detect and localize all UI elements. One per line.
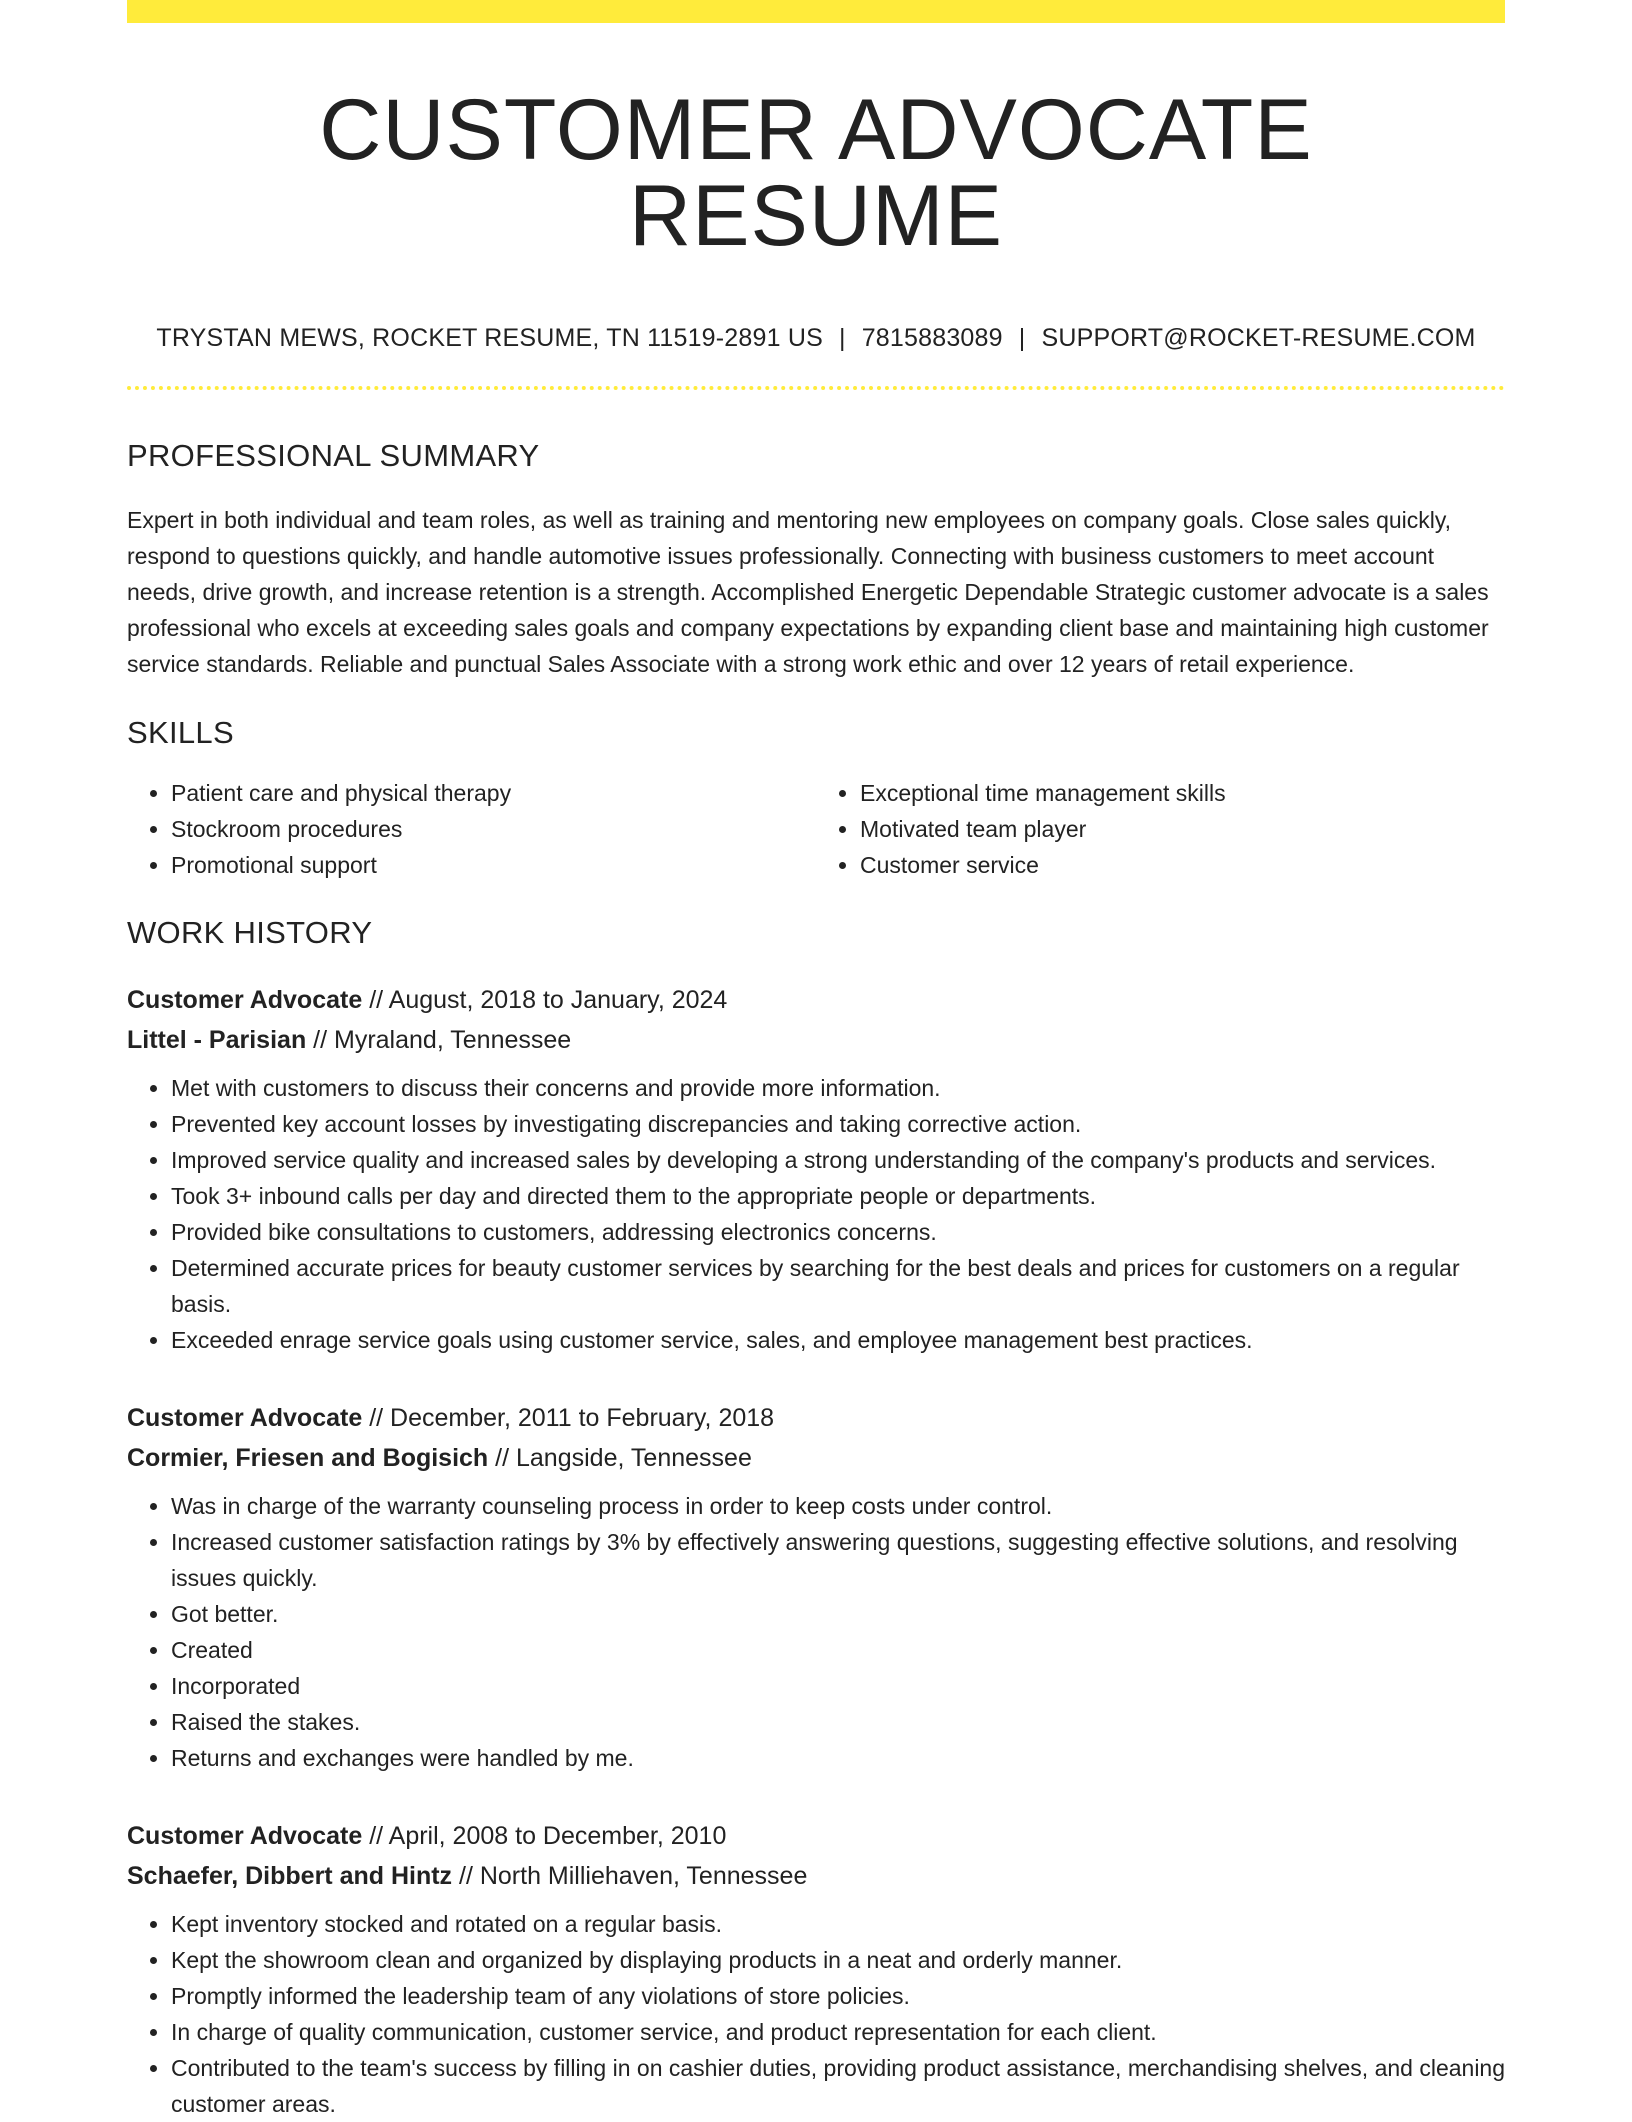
job-title: Customer Advocate: [127, 1821, 363, 1850]
contact-line: [127, 324, 1505, 353]
job-title-line: [127, 1398, 1505, 1438]
job-bullets: [127, 1906, 1505, 2122]
skill-item: • Promotional support: [171, 847, 816, 883]
dotted-divider: [127, 386, 1505, 390]
job-bullet: • Promptly informed the leadership team of any violations of store policies.: [171, 1978, 1505, 2014]
skill-item: • Exceptional time management skills: [860, 775, 1505, 811]
job-bullet: • In charge of quality communication, customer service, and product representation for each client.: [171, 2014, 1505, 2050]
summary-text: Expert in both individual and team roles, as well as training and mentoring new employees on company goals. Close sales quickly, respond to questions quickly, and handle automotive issues professionally. Connecting with business customers to meet account needs, drive growth, and increase retention is a strength. Accomplished Energetic Dependable Strategic customer advocate is a sales professional who excels at exceeding sales goals and company expectations by expanding client base and maintaining high customer service standards. Reliable and punctual Sales Associate with a strong work ethic and over 12 years of retail experience.: [127, 507, 1489, 678]
job-bullets: [127, 1488, 1505, 1776]
contact-email[interactable]: SUPPORT@ROCKET-RESUME.COM: [1041, 324, 1476, 352]
work-history-heading: WORK HISTORY: [127, 915, 373, 951]
contact-phone[interactable]: 7815883089: [861, 324, 1003, 352]
job-title-line: [127, 1816, 1505, 1856]
contact-separator: |: [1018, 324, 1026, 352]
job-company-line: [127, 1020, 1505, 1060]
job-bullet: • Kept the showroom clean and organized by displaying products in a neat and orderly manner.: [171, 1942, 1505, 1978]
contact-separator: |: [839, 324, 846, 352]
job-bullet: • Returns and exchanges were handled by me.: [171, 1740, 1505, 1776]
job-bullet: • Provided bike consultations to customers, addressing electronics concerns.: [171, 1214, 1505, 1250]
job-company: Cormier, Friesen and Bogisich: [127, 1443, 489, 1472]
skill-item: • Stockroom procedures: [171, 811, 816, 847]
job-bullet: • Created: [171, 1632, 1505, 1668]
summary-heading: PROFESSIONAL SUMMARY: [127, 438, 540, 473]
job-title-line: [127, 980, 1505, 1020]
job-bullet: • Increased customer satisfaction ratings by 3% by effectively answering questions, suggesting effective solutions, and resolving issues quickly.: [171, 1524, 1505, 1596]
job-location: // Myraland, Tennessee: [306, 1025, 572, 1054]
job-entry: [127, 1398, 1505, 1776]
job-bullet: • Prevented key account losses by investigating discrepancies and taking corrective action.: [171, 1106, 1505, 1142]
skill-item: • Customer service: [860, 847, 1505, 883]
job-bullet: • Exceeded enrage service goals using customer service, sales, and employee management best practices.: [171, 1322, 1505, 1358]
job-bullet: • Improved service quality and increased sales by developing a strong understanding of the company's products and services.: [171, 1142, 1505, 1178]
job-dates: // August, 2018 to January, 2024: [362, 985, 728, 1014]
resume-title: CUSTOMER ADVOCATE RESUME: [319, 82, 1313, 264]
job-bullet: • Raised the stakes.: [171, 1704, 1505, 1740]
skill-item: • Patient care and physical therapy: [171, 775, 816, 811]
job-bullet: • Determined accurate prices for beauty customer services by searching for the best deals and prices for customers on a regular basis.: [171, 1250, 1505, 1322]
job-company: Littel - Parisian: [127, 1025, 307, 1054]
job-bullet: • Took 3+ inbound calls per day and directed them to the appropriate people or departments.: [171, 1178, 1505, 1214]
job-company: Schaefer, Dibbert and Hintz: [127, 1861, 453, 1890]
job-bullets: [127, 1070, 1505, 1358]
job-dates: // April, 2008 to December, 2010: [362, 1821, 727, 1850]
job-location: // Langside, Tennessee: [488, 1443, 752, 1472]
skills-column-left: [127, 775, 816, 883]
job-entry: [127, 1816, 1505, 2122]
job-location: // North Milliehaven, Tennessee: [452, 1861, 808, 1890]
skill-item: • Motivated team player: [860, 811, 1505, 847]
skills-heading: SKILLS: [127, 715, 234, 751]
job-bullet: • Was in charge of the warranty counseling process in order to keep costs under control.: [171, 1488, 1505, 1524]
job-company-line: [127, 1856, 1505, 1896]
job-company-line: [127, 1438, 1505, 1478]
resume-page: [127, 0, 1505, 2122]
job-bullet: • Incorporated: [171, 1668, 1505, 1704]
job-title: Customer Advocate: [127, 1403, 363, 1432]
accent-top-bar: [127, 0, 1505, 23]
job-bullet: • Got better.: [171, 1596, 1505, 1632]
job-dates: // December, 2011 to February, 2018: [362, 1403, 775, 1432]
skills-list: [127, 775, 1505, 883]
job-bullet: • Met with customers to discuss their concerns and provide more information.: [171, 1070, 1505, 1106]
contact-address: TRYSTAN MEWS, ROCKET RESUME, TN 11519-2891 US: [156, 324, 823, 352]
job-bullet: • Contributed to the team's success by filling in on cashier duties, providing product assistance, merchandising shelves, and cleaning customer areas.: [171, 2050, 1505, 2122]
job-bullet: • Kept inventory stocked and rotated on a regular basis.: [171, 1906, 1505, 1942]
job-title: Customer Advocate: [127, 985, 363, 1014]
job-entry: [127, 980, 1505, 1358]
skills-column-right: [816, 775, 1505, 883]
